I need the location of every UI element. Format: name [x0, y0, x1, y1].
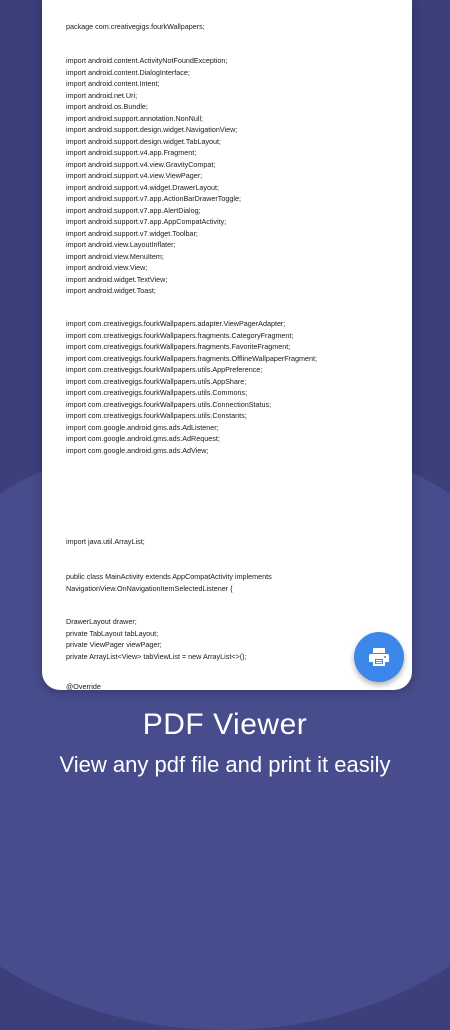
document-line: import com.google.android.gms.ads.AdRequest;: [66, 434, 220, 443]
print-button[interactable]: [354, 632, 404, 682]
document-line: import android.support.v7.app.AlertDialog;: [66, 205, 201, 215]
promo-subtitle: View any pdf file and print it easily: [59, 752, 391, 777]
document-line: private TabLayout tabLayout;: [66, 628, 159, 638]
document-line: import android.support.v4.view.GravityCompat;: [66, 159, 216, 169]
document-line: package com.creativegigs.fourkWallpapers;: [66, 22, 205, 31]
document-line: import android.view.LayoutInflater;: [66, 240, 176, 249]
document-line: import com.creativegigs.fourkWallpapers.utils.Constants;: [66, 411, 247, 420]
document-line: private ArrayList<View> tabViewList = new ArrayList<>();: [66, 651, 247, 661]
document-line: import com.creativegigs.fourkWallpapers.utils.Commons;: [66, 388, 248, 397]
document-line: import android.support.v7.app.AppCompatActivity;: [66, 217, 227, 226]
document-line: import com.creativegigs.fourkWallpapers.fragments.FavoriteFragment;: [66, 342, 291, 351]
document-line: import java.util.ArrayList;: [66, 537, 145, 546]
document-line: import android.widget.Toast;: [66, 286, 156, 295]
document-line: private ViewPager viewPager;: [66, 640, 162, 649]
document-line: @Override: [66, 682, 101, 690]
document-line: import com.creativegigs.fourkWallpapers.fragments.CategoryFragment;: [66, 330, 294, 340]
print-icon: [367, 645, 391, 669]
promo-title: PDF Viewer: [142, 708, 308, 741]
document-line: import android.content.Intent;: [66, 79, 160, 88]
document-line: import com.creativegigs.fourkWallpapers.fragments.OfflineWallpaperFragment;: [66, 353, 317, 363]
document-line: import com.google.android.gms.ads.AdView;: [66, 445, 209, 455]
document-line: public class MainActivity extends AppCompatActivity implements: [66, 572, 272, 581]
document-line: import android.content.DialogInterface;: [66, 67, 190, 77]
document-line: DrawerLayout drawer;: [66, 617, 137, 626]
document-line: import android.support.design.widget.NavigationView;: [66, 125, 238, 134]
document-line: import android.view.MenuItem;: [66, 251, 164, 261]
document-line: import android.support.v4.view.ViewPager;: [66, 171, 203, 180]
document-line: import com.creativegigs.fourkWallpapers.utils.AppPreference;: [66, 365, 263, 374]
document-line: import android.support.v7.widget.Toolbar;: [66, 228, 198, 238]
document-line: import android.view.View;: [66, 263, 148, 272]
document-line: import com.google.android.gms.ads.AdListener;: [66, 422, 219, 432]
document-line: import android.content.ActivityNotFoundException;: [66, 56, 228, 65]
document-line: NavigationView.OnNavigationItemSelectedListener {: [66, 583, 233, 593]
pdf-page[interactable]: [42, 0, 412, 690]
document-line: import android.support.v7.app.ActionBarDrawerToggle;: [66, 194, 241, 203]
document-line: import android.support.v4.widget.DrawerLayout;: [66, 182, 220, 192]
document-line: import android.net.Uri;: [66, 90, 138, 100]
document-line: import com.creativegigs.fourkWallpapers.adapter.ViewPagerAdapter;: [66, 319, 286, 328]
document-line: import android.support.annotation.NonNull;: [66, 113, 204, 123]
document-line: import android.os.Bundle;: [66, 102, 148, 111]
document-line: import android.support.v4.app.Fragment;: [66, 148, 197, 157]
document-line: import android.widget.TextView;: [66, 274, 168, 284]
document-line: import com.creativegigs.fourkWallpapers.utils.ConnectionStatus;: [66, 399, 272, 409]
document-line: import com.creativegigs.fourkWallpapers.utils.AppShare;: [66, 376, 247, 386]
document-line: import android.support.design.widget.TabLayout;: [66, 136, 222, 146]
